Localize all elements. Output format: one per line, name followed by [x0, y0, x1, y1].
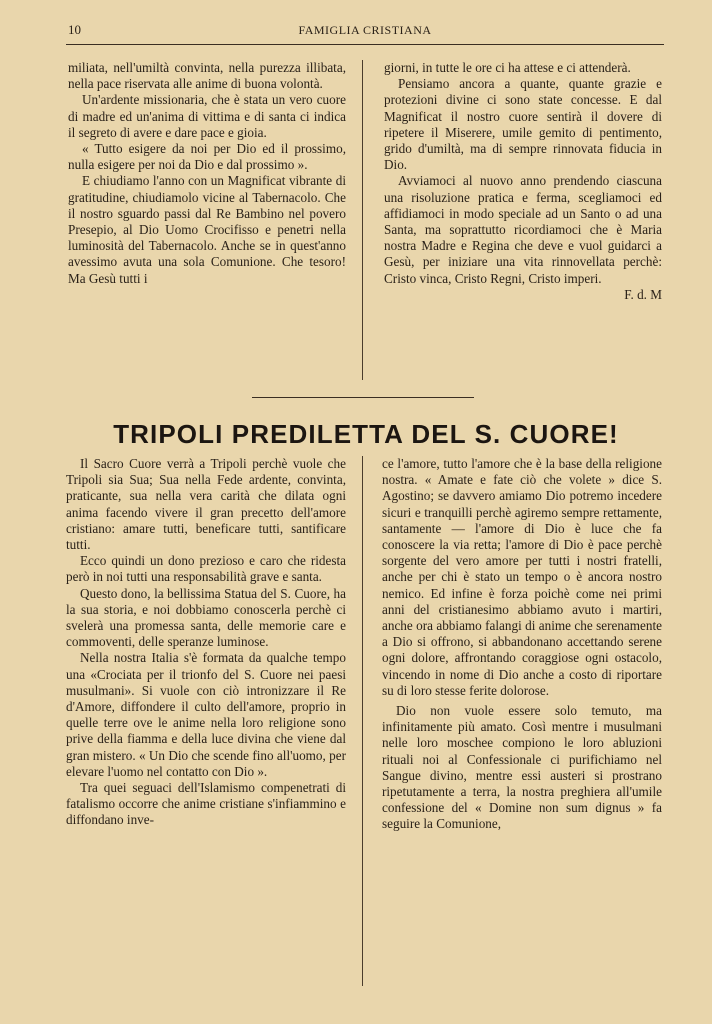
paragraph: miliata, nell'umiltà convinta, nella purezza illibata, nella pace riservata alle anime di buona volontà. — [68, 60, 346, 92]
paragraph: « Tutto esigere da noi per Dio ed il prossimo, nulla esigere per noi da Dio e dal prossimo ». — [68, 141, 346, 173]
journal-title: FAMIGLIA CRISTIANA — [298, 23, 432, 37]
paragraph: giorni, in tutte le ore ci ha attese e ci attenderà. — [384, 60, 631, 75]
section-divider — [252, 397, 474, 398]
top-article-right-column — [384, 60, 662, 303]
paragraph: ce l'amore, tutto l'amore che è la base della religione nostra. « Amate e fate ciò che volete » dice S. Agostino; se davvero amiamo Dio potremo incedere sicuri e tranquilli perchè agiremo sempre rettamente, santamente — l'amore di Dio è luce che fa conoscere la via retta; l'amore di Dio è pace perchè sorgente del vero amore per tutti i nostri fratelli, anche per chi è stato un tempo o è ancora nostro nemico. Ed infine è forza poichè come nei primi anni del cristianesimo abbiamo avuto i martiri, anche ora abbiamo falangi di anime che serenamente a Dio si offrono, si abbandonano accettando serene ogni dolore, affrontando coraggiose ogni ostacolo, vincendo in nome di Dio anche a costo di riportare su di loro stesse ferite dolorose. — [382, 456, 662, 698]
paragraph: Ecco quindi un dono prezioso e caro che ridesta però in noi tutti una responsabilità grave e santa. — [66, 553, 346, 585]
paragraph: Tra quei seguaci dell'Islamismo compenetrati di fatalismo occorre che anime cristiane s'infiammino e diffondano inve- — [66, 780, 346, 828]
paragraph: Un'ardente missionaria, che è stata un vero cuore di madre ed un'anima di vittima e di santa ci indica il segreto di avere e dare pace e gioia. — [68, 92, 346, 140]
main-article-left-column — [66, 456, 346, 829]
paragraph: Questo dono, la bellissima Statua del S. Cuore, ha la sua storia, e noi dobbiamo conoscerla perchè ci svelerà una promessa santa, delle memorie care e commoventi, delle speranze luminose. — [66, 585, 346, 650]
paragraph: Il Sacro Cuore verrà a Tripoli perchè vuole che Tripoli sia Sua; Sua nella Fede ardente, convinta, praticante, sua nella vera carità che dilata ogni anima facendo vivere il gran precetto dell'amore cristiano: amare tutti, beneficare tutti, santificare tutti. — [66, 456, 346, 553]
author-signature: F. d. M — [624, 286, 662, 302]
main-article-right-column — [382, 456, 662, 833]
top-article-left-column — [68, 60, 346, 287]
page-number: 10 — [68, 22, 81, 37]
column-divider — [362, 60, 363, 380]
column-divider — [362, 456, 363, 986]
running-head — [66, 22, 664, 45]
paragraph: Avviamoci al nuovo anno prendendo ciascuna una risoluzione pratica e ferma, scegliamoci ed affidiamoci in modo speciale ad un Santo o ad una Santa, ma soprattutto ricordiamoci che è Maria nostra Madre e Regina che deve e vuol guidarci a Gesù, per iniziare una vita rinnovellata perchè: Cristo vinca, Cristo Regni, Cristo imperi. — [384, 173, 662, 286]
paragraph: Dio non vuole essere solo temuto, ma infinitamente più amato. Così mentre i musulmani nelle loro moschee compiono le loro abluzioni rituali noi al Confessionale ci purifichiamo nel Sangue divino, mentre essi austeri si prostrano ripetutamente a terra, la nostra preghiera all'umile confessione del « Domine non sum dignus » fa seguire la Comunione, — [382, 703, 662, 832]
article-headline: TRIPOLI PREDILETTA DEL S. CUORE! — [113, 419, 619, 449]
paragraph: E chiudiamo l'anno con un Magnificat vibrante di gratitudine, chiudiamolo vicine al Tabernacolo. Che il nostro sguardo passi dal Re Bambino nel povero Presepio, al Dio Uomo Crocifisso e penetri nella luminosità del Tabernacolo. Anche se in quest'anno avessimo avuta una sola Comunione. Che tesoro! Ma Gesù tutti i — [68, 173, 346, 286]
paragraph: Nella nostra Italia s'è formata da qualche tempo una «Crociata per il trionfo del S. Cuore nei paesi musulmani». Si vuole con ciò intronizzare il Re d'Amore, diffondere il culto dell'amore, proprio in quelle terre ove le anime nella loro religione sono prive della fiamma e della luce divina che viene dal gran mistero. « Un Dio che scende fino all'uomo, per elevare l'uomo nel contatto con Dio ». — [66, 650, 346, 779]
paragraph: Pensiamo ancora a quante, quante grazie e protezioni divine ci sono state concesse. E dal Magnificat il nostro cuore sentirà il dovere di ripetere il Miserere, umile gemito di pentimento, grido d'umiltà, ma di sempre rinnovata fiducia in Dio. — [384, 76, 662, 173]
